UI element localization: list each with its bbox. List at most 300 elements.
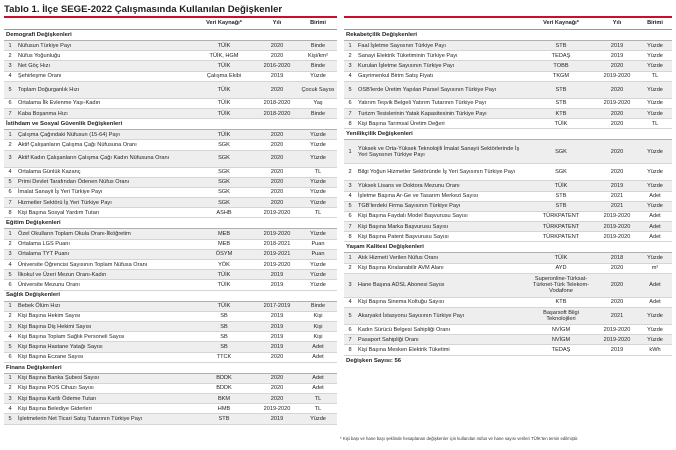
data-source: Başarsoft Bilgi Teknolojileri: [526, 308, 596, 325]
data-unit: Yüzde: [638, 98, 672, 108]
data-unit: Çocuk Sayısı: [299, 81, 337, 98]
section-title: Yenilikçilik Değişkenleri: [344, 129, 672, 140]
row-number: 3: [4, 61, 16, 71]
data-year: 2019-2020: [596, 71, 638, 81]
row-number: 1: [4, 301, 16, 311]
data-year: 2021: [596, 308, 638, 325]
data-unit: Yüzde: [638, 164, 672, 181]
variable-name: Ortalama LGS Puanı: [16, 239, 193, 249]
variable-name: Kişi Başına Mesken Elektrik Tüketimi: [356, 345, 526, 355]
data-unit: Adet: [299, 342, 337, 352]
row-number: 5: [4, 81, 16, 98]
table-title: Tablo 1. İlçe SEGE-2022 Çalışmasında Kullanılan Değişkenler: [4, 4, 283, 15]
row-number: 2: [4, 51, 16, 61]
row-number: 6: [4, 187, 16, 197]
variable-name: Kişi Başına Patent Başvurusu Sayısı: [356, 232, 526, 242]
data-year: 2018-2021: [255, 239, 299, 249]
section-header: [344, 30, 672, 41]
data-year: 2019-2020: [596, 211, 638, 221]
data-year: 2020: [596, 273, 638, 297]
right-variables-table: [344, 18, 672, 356]
row-number: 1: [344, 41, 356, 51]
variable-name: Kişi Başına Tarımsal Üretim Değeri: [356, 119, 526, 129]
variable-name: Kurulan İşletme Sayısının Türkiye Payı: [356, 61, 526, 71]
table-row: [344, 164, 672, 181]
data-source: TÜRKPATENT: [526, 232, 596, 242]
data-source: SGK: [193, 167, 255, 177]
data-unit: TL: [638, 71, 672, 81]
section-header: [344, 129, 672, 140]
row-number: 1: [4, 373, 16, 383]
table-row: [344, 181, 672, 191]
table-row: [4, 51, 337, 61]
row-number: 2: [344, 51, 356, 61]
row-number: 8: [344, 119, 356, 129]
variable-name: Ortalama Günlük Kazanç: [16, 167, 193, 177]
row-number: 3: [344, 273, 356, 297]
variable-name: Turizm Tesislerinin Yatak Kapasitesinin Türkiye Payı: [356, 108, 526, 118]
data-source: NVİGM: [526, 335, 596, 345]
table-row: [4, 98, 337, 108]
data-source: MEB: [193, 239, 255, 249]
row-number: 7: [4, 108, 16, 118]
data-source: TÜİK: [193, 301, 255, 311]
variable-name: Özel Okulların Toplam Okula Oranı-İlköğretim: [16, 229, 193, 239]
variable-name: Gayrimenkul Birim Satış Fiyatı: [356, 71, 526, 81]
data-source: MEB: [193, 229, 255, 239]
data-year: 2020: [596, 164, 638, 181]
data-year: 2020: [255, 177, 299, 187]
row-number: 2: [4, 239, 16, 249]
data-unit: Yüzde: [299, 260, 337, 270]
table-row: [344, 98, 672, 108]
data-unit: Adet: [299, 352, 337, 362]
row-number: 4: [4, 71, 16, 81]
table-row: [344, 253, 672, 263]
data-unit: Yüzde: [638, 201, 672, 211]
variable-name: Atık Hizmeti Verilen Nüfus Oranı: [356, 253, 526, 263]
row-number: 3: [4, 394, 16, 404]
table-row: [344, 335, 672, 345]
data-source: TÜİK: [193, 81, 255, 98]
left-table-body: [4, 30, 337, 425]
data-unit: Yüzde: [638, 140, 672, 164]
row-number: 8: [4, 208, 16, 218]
data-unit: Kişi: [299, 321, 337, 331]
section-header: [4, 119, 337, 130]
data-unit: Adet: [638, 222, 672, 232]
data-year: 2020: [596, 263, 638, 273]
data-unit: Yüzde: [638, 51, 672, 61]
section-title: İstihdam ve Sosyal Güvenlik Değişkenleri: [4, 119, 337, 130]
table-row: [4, 150, 337, 167]
data-source: SGK: [193, 150, 255, 167]
variable-name: Üniversite Öğrencisi Sayısının Toplam Nüfusa Oranı: [16, 260, 193, 270]
variable-name: Bilgi Yoğun Hizmetler Sektöründe İş Yeri Sayısının Türkiye Payı: [356, 164, 526, 181]
table-row: [4, 321, 337, 331]
row-number: 5: [4, 270, 16, 280]
data-year: 2019: [255, 270, 299, 280]
data-year: 2019: [255, 414, 299, 424]
data-source: NVİGM: [526, 325, 596, 335]
section-title: Yaşam Kalitesi Değişkenleri: [344, 242, 672, 253]
data-source: TÜİK: [193, 270, 255, 280]
data-unit: Yüzde: [638, 61, 672, 71]
variable-name: Hizmetler Sektörü İş Yeri Türkiye Payı: [16, 198, 193, 208]
data-source: HMB: [193, 404, 255, 414]
data-source: TÜİK: [193, 98, 255, 108]
data-unit: Binde: [299, 61, 337, 71]
data-year: 2019-2020: [596, 232, 638, 242]
table-row: [4, 311, 337, 321]
table-row: [4, 249, 337, 259]
table-row: [344, 108, 672, 118]
data-unit: Adet: [638, 211, 672, 221]
data-source: SGK: [193, 140, 255, 150]
table-row: [344, 81, 672, 98]
data-unit: Yüzde: [638, 81, 672, 98]
row-number: 4: [4, 260, 16, 270]
variable-name: Bebek Ölüm Hızı: [16, 301, 193, 311]
data-source: TÜİK: [193, 41, 255, 51]
left-table-header: [4, 18, 337, 30]
row-number: 5: [344, 308, 356, 325]
row-number: 3: [4, 321, 16, 331]
data-year: 2019: [255, 311, 299, 321]
variable-name: Ortalama TYT Puanı: [16, 249, 193, 259]
variable-name: Kişi Başına Marka Başvurusu Sayısı: [356, 222, 526, 232]
data-unit: Yüzde: [299, 130, 337, 140]
data-source: BDDK: [193, 373, 255, 383]
data-source: ÖSYM: [193, 249, 255, 259]
row-number: 1: [4, 130, 16, 140]
variable-name: Kişi Başına Toplam Sağlık Personeli Sayısı: [16, 332, 193, 342]
data-year: 2019: [596, 41, 638, 51]
table-row: [4, 404, 337, 414]
variable-name: Kadın Sürücü Belgesi Sahipliği Oranı: [356, 325, 526, 335]
data-year: 2020: [255, 130, 299, 140]
data-source: TÜİK: [526, 253, 596, 263]
data-unit: Puan: [299, 239, 337, 249]
data-year: 2020: [596, 119, 638, 129]
section-header: [4, 290, 337, 301]
header-year: Yılı: [255, 18, 299, 30]
data-source: TÜİK: [526, 181, 596, 191]
data-year: 2020: [255, 150, 299, 167]
data-year: 2019-2020: [596, 335, 638, 345]
data-unit: Adet: [638, 273, 672, 297]
variable-name: Kişi Başına Hastane Yatağı Sayısı: [16, 342, 193, 352]
data-year: 2020: [255, 198, 299, 208]
data-year: 2019-2020: [255, 229, 299, 239]
data-source: SGK: [526, 140, 596, 164]
data-year: 2020: [255, 167, 299, 177]
data-source: TOBB: [526, 61, 596, 71]
variable-name: Yüksek ve Orta-Yüksek Teknolojili İmalat Sanayii Sektörlerinde İş Yeri Sayısının Türkiye Payı: [356, 140, 526, 164]
data-source: SB: [193, 332, 255, 342]
data-year: 2020: [596, 61, 638, 71]
data-year: 2019-2020: [255, 260, 299, 270]
data-unit: Yüzde: [638, 325, 672, 335]
table-row: [4, 61, 337, 71]
data-unit: Binde: [299, 301, 337, 311]
data-unit: Yüzde: [638, 108, 672, 118]
variable-name: Sanayi Elektrik Tüketiminin Türkiye Payı: [356, 51, 526, 61]
row-number: 7: [344, 335, 356, 345]
data-unit: Adet: [638, 232, 672, 242]
variable-count: Değişken Sayısı: 56: [346, 357, 402, 364]
data-source: TÜİK: [526, 119, 596, 129]
section-title: Demografi Değişkenleri: [4, 30, 337, 41]
data-source: TÜİK, HGM: [193, 51, 255, 61]
row-number: 3: [4, 150, 16, 167]
data-source: YÖK: [193, 260, 255, 270]
data-year: 2016-2020: [255, 61, 299, 71]
data-unit: Yüzde: [299, 140, 337, 150]
data-unit: Yüzde: [299, 280, 337, 290]
data-year: 2020: [596, 81, 638, 98]
data-unit: Yüzde: [638, 253, 672, 263]
section-title: Eğitim Değişkenleri: [4, 218, 337, 229]
table-row: [344, 325, 672, 335]
footnote: * Kişi başı ve hane başı şeklinde hesaplanan değişkenler için kullanılan nüfus ve hane sayısı verileri TÜİK'ten temin edilmiştir.: [340, 436, 579, 441]
header-year: Yılı: [596, 18, 638, 30]
row-number: 7: [344, 222, 356, 232]
table-row: [344, 61, 672, 71]
data-source: TÜİK: [193, 61, 255, 71]
data-year: 2020: [255, 41, 299, 51]
data-unit: Kişi/km²: [299, 51, 337, 61]
row-number: 4: [4, 332, 16, 342]
data-unit: Yüzde: [299, 150, 337, 167]
data-source: Çalışma Ekibi: [193, 71, 255, 81]
header-source: Veri Kaynağı*: [193, 18, 255, 30]
table-row: [4, 108, 337, 118]
variable-name: Yüksek Lisans ve Doktora Mezunu Oranı: [356, 181, 526, 191]
row-number: 6: [4, 280, 16, 290]
row-number: 7: [344, 108, 356, 118]
variable-name: TGB'lerdeki Firma Sayısının Türkiye Payı: [356, 201, 526, 211]
data-year: 2021: [596, 201, 638, 211]
data-source: SGK: [193, 187, 255, 197]
variable-name: Kişi Başına Kartlı Ödeme Tutarı: [16, 394, 193, 404]
variable-name: Kişi Başına Banka Şubesi Sayısı: [16, 373, 193, 383]
data-unit: Binde: [299, 108, 337, 118]
right-table-body: [344, 30, 672, 356]
left-variables-table: [4, 18, 337, 425]
row-number: 3: [344, 61, 356, 71]
data-unit: Yüzde: [299, 177, 337, 187]
data-source: TÜİK: [193, 130, 255, 140]
data-source: KTB: [526, 108, 596, 118]
data-year: 2018-2020: [255, 98, 299, 108]
section-title: Sağlık Değişkenleri: [4, 290, 337, 301]
data-source: SGK: [193, 198, 255, 208]
table-row: [4, 301, 337, 311]
data-unit: Kişi: [299, 332, 337, 342]
data-year: 2017-2019: [255, 301, 299, 311]
variable-name: Net Göç Hızı: [16, 61, 193, 71]
data-source: TÜİK: [193, 108, 255, 118]
variable-name: Kişi Başına Belediye Giderleri: [16, 404, 193, 414]
data-year: 2020: [255, 140, 299, 150]
table-row: [4, 414, 337, 424]
variable-name: Hane Başına ADSL Abonesi Sayısı: [356, 273, 526, 297]
table-row: [344, 222, 672, 232]
data-unit: Binde: [299, 41, 337, 51]
row-number: 6: [4, 98, 16, 108]
variable-name: Kişi Başına Eczane Sayısı: [16, 352, 193, 362]
table-row: [4, 167, 337, 177]
table-row: [344, 211, 672, 221]
data-year: 2020: [255, 383, 299, 393]
table-row: [4, 383, 337, 393]
section-header: [4, 362, 337, 373]
row-number: 8: [344, 232, 356, 242]
data-unit: Adet: [299, 373, 337, 383]
data-year: 2019: [255, 342, 299, 352]
data-year: 2020: [596, 140, 638, 164]
data-year: 2018-2020: [255, 108, 299, 118]
row-number: 3: [4, 249, 16, 259]
table-row: [4, 198, 337, 208]
section-title: Finans Değişkenleri: [4, 362, 337, 373]
variable-name: Yatırım Teşvik Belgeli Yatırım Tutarının Türkiye Payı: [356, 98, 526, 108]
variable-name: İmalat Sanayii İş Yeri Türkiye Payı: [16, 187, 193, 197]
data-source: TEDAŞ: [526, 345, 596, 355]
variable-name: Ortalama İlk Evlenme Yaşı-Kadın: [16, 98, 193, 108]
right-column: [344, 16, 672, 438]
data-source: SB: [193, 321, 255, 331]
data-unit: m²: [638, 263, 672, 273]
variable-name: İşletmelerin Net Ticari Satış Tutarının Türkiye Payı: [16, 414, 193, 424]
variable-name: Kaba Boşanma Hızı: [16, 108, 193, 118]
data-year: 2019: [596, 51, 638, 61]
variable-name: İlkokul ve Üzeri Mezun Oranı-Kadın: [16, 270, 193, 280]
data-source: TÜİK: [193, 280, 255, 290]
data-unit: Adet: [638, 191, 672, 201]
row-number: 4: [344, 191, 356, 201]
data-unit: Puan: [299, 249, 337, 259]
row-number: 2: [4, 311, 16, 321]
table-row: [4, 41, 337, 51]
data-year: 2019: [255, 321, 299, 331]
table-row: [344, 51, 672, 61]
data-unit: Yüzde: [638, 335, 672, 345]
right-table-header: [344, 18, 672, 30]
table-row: [4, 260, 337, 270]
data-source: STB: [193, 414, 255, 424]
data-unit: TL: [299, 394, 337, 404]
header-unit: Birimi: [638, 18, 672, 30]
row-number: 7: [4, 198, 16, 208]
data-year: 2019: [255, 332, 299, 342]
row-number: 8: [344, 345, 356, 355]
variable-name: Aktif Kadın Çalışanların Çalışma Çağı Kadın Nüfusuna Oranı: [16, 150, 193, 167]
row-number: 4: [4, 167, 16, 177]
table-row: [4, 71, 337, 81]
data-year: 2019: [255, 280, 299, 290]
data-unit: kWh: [638, 345, 672, 355]
table-row: [344, 119, 672, 129]
table-row: [4, 332, 337, 342]
data-unit: Adet: [638, 297, 672, 307]
variable-name: Kişi Başına POS Cihazı Sayısı: [16, 383, 193, 393]
data-year: 2020: [255, 81, 299, 98]
header-source: Veri Kaynağı*: [526, 18, 596, 30]
data-source: SGK: [526, 164, 596, 181]
variable-name: Akaryakıt İstasyonu Sayısının Türkiye Payı: [356, 308, 526, 325]
variable-name: Çalışma Çağındaki Nüfusun (15-64) Payı: [16, 130, 193, 140]
data-year: 2019: [596, 181, 638, 191]
table-row: [4, 352, 337, 362]
variable-name: Kişi Başına Sosyal Yardım Tutarı: [16, 208, 193, 218]
section-header: [344, 242, 672, 253]
row-number: 6: [344, 211, 356, 221]
table-row: [344, 273, 672, 297]
table-row: [344, 345, 672, 355]
section-header: [4, 30, 337, 41]
row-number: 5: [4, 342, 16, 352]
variable-name: Şehirleşme Oranı: [16, 71, 193, 81]
data-year: 2020: [255, 394, 299, 404]
row-number: 1: [344, 253, 356, 263]
variable-name: Kişi Başına Diş Hekimi Sayısı: [16, 321, 193, 331]
data-source: AYD: [526, 263, 596, 273]
row-number: 5: [344, 201, 356, 211]
table-row: [344, 191, 672, 201]
row-number: 6: [344, 98, 356, 108]
data-year: 2019-2021: [255, 249, 299, 259]
row-number: 2: [344, 164, 356, 181]
table-row: [4, 239, 337, 249]
data-source: KTB: [526, 297, 596, 307]
data-year: 2019-2020: [596, 325, 638, 335]
row-number: 6: [344, 325, 356, 335]
data-source: TÜRKPATENT: [526, 222, 596, 232]
table-row: [4, 342, 337, 352]
data-year: 2019-2020: [255, 404, 299, 414]
variable-name: Faal İşletme Sayısının Türkiye Payı: [356, 41, 526, 51]
variable-name: Nüfusun Türkiye Payı: [16, 41, 193, 51]
row-number: 2: [4, 140, 16, 150]
data-unit: TL: [638, 119, 672, 129]
table-row: [344, 308, 672, 325]
row-number: 5: [344, 81, 356, 98]
table-row: [344, 297, 672, 307]
data-year: 2020: [596, 108, 638, 118]
data-source: STB: [526, 201, 596, 211]
data-unit: Yüzde: [299, 414, 337, 424]
data-year: 2019-2020: [255, 208, 299, 218]
row-number: 4: [344, 71, 356, 81]
data-unit: Yüzde: [299, 270, 337, 280]
data-year: 2019: [596, 345, 638, 355]
row-number: 1: [344, 140, 356, 164]
table-row: [344, 71, 672, 81]
row-number: 2: [4, 383, 16, 393]
row-number: 1: [4, 41, 16, 51]
row-number: 4: [4, 404, 16, 414]
table-row: [344, 232, 672, 242]
data-year: 2021: [596, 191, 638, 201]
variable-name: OSB'lerde Üretim Yapılan Parsel Sayısının Türkiye Payı: [356, 81, 526, 98]
row-number: 6: [4, 352, 16, 362]
data-source: SB: [193, 342, 255, 352]
header-unit: Birimi: [299, 18, 337, 30]
table-row: [4, 229, 337, 239]
table-row: [4, 177, 337, 187]
